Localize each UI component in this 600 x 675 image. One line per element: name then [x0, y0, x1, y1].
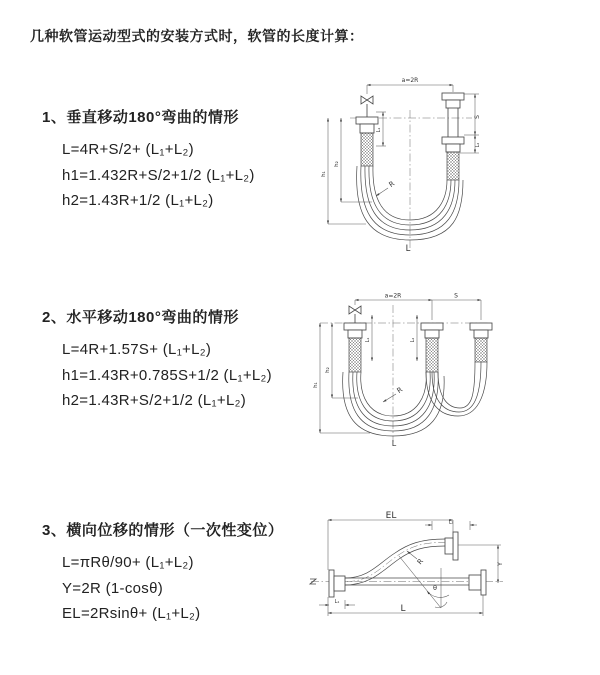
radius-label: R	[395, 385, 405, 396]
hose-arc	[361, 372, 426, 416]
hose-centerline	[347, 542, 445, 581]
dim-a2r-label: a=2R	[401, 77, 419, 84]
section-3-heading: 3、横向位移的情形（一次性变位）	[42, 522, 284, 539]
hose-curve	[345, 539, 445, 578]
left-hub	[348, 330, 362, 338]
diagram-vertical-180-bend	[310, 72, 500, 257]
section-3-formulas	[62, 550, 283, 627]
hose-arc	[343, 372, 445, 436]
dim-s-label: S	[474, 115, 481, 119]
valve-icon	[361, 96, 373, 104]
dim-l1-label: L₁	[365, 337, 371, 343]
dim-l2-label: L₂	[448, 519, 454, 526]
radius-arrow	[383, 394, 396, 402]
length-label: L	[391, 439, 397, 448]
section-1-formulas	[62, 137, 255, 214]
left-flange-hub	[334, 576, 345, 591]
top-flange-hub	[445, 538, 453, 554]
right-hub-top	[446, 100, 460, 108]
right-flange-hub	[469, 575, 481, 590]
formula-el: EL=2Rsinθ+ (L₁+L₂)	[62, 605, 201, 622]
formula-l: L=πRθ/90+ (L₁+L₂)	[62, 554, 194, 571]
left-hub	[360, 124, 374, 133]
middle-flange	[421, 323, 443, 330]
dim-s-label: S	[454, 292, 458, 300]
angle-label: θ	[433, 584, 437, 592]
formula-h1: h1=1.432R+S/2+1/2 (L₁+L₂)	[62, 166, 255, 184]
radius-arrow	[407, 551, 417, 559]
section-2-heading: 2、水平移动180°弯曲的情形	[42, 309, 239, 326]
formula-y: Y=2R (1-cosθ)	[62, 579, 164, 597]
radius-arrow	[376, 188, 388, 196]
left-flange	[344, 323, 366, 330]
right-hub	[474, 330, 488, 338]
right-hub-mid	[446, 144, 460, 152]
dim-l2-label: L₂	[475, 142, 481, 148]
right-flange-mid	[442, 137, 464, 144]
left-flange	[356, 117, 378, 124]
page-title: 几种软管运动型式的安装方式时，软管的长度计算：	[30, 28, 364, 44]
formula-l: L=4R+1.57S+ (L₁+L₂)	[62, 341, 212, 358]
right-braid	[447, 152, 459, 180]
top-flange-plate	[453, 532, 458, 560]
hose-arc	[349, 372, 438, 431]
right-braid	[475, 338, 487, 362]
length-label: L	[400, 604, 406, 614]
valve-icon	[349, 306, 361, 314]
section-2	[42, 306, 272, 414]
section-1	[42, 106, 255, 214]
angle-arc	[427, 591, 449, 597]
section-2-formulas	[62, 337, 272, 414]
hose-arc	[357, 372, 430, 421]
right-flange-top	[442, 93, 464, 100]
dim-a2r-label: a=2R	[384, 292, 402, 300]
radius-label: R	[387, 179, 397, 190]
formula-h1: h1=1.43R+0.785S+1/2 (L₁+L₂)	[62, 366, 272, 384]
hose-arc-moved	[438, 362, 475, 408]
dim-l2-label: L₂	[410, 337, 416, 343]
middle-hub	[425, 330, 439, 338]
section-1-heading: 1、垂直移动180°弯曲的情形	[42, 109, 239, 126]
dim-h2-label: h₂	[334, 161, 340, 167]
right-flange	[470, 323, 492, 330]
formula-l: L=4R+S/2+ (L₁+L₂)	[62, 141, 194, 158]
hose-curve	[345, 546, 445, 585]
dim-h1-label: h₁	[313, 382, 319, 388]
diagram-lateral-displacement	[303, 510, 508, 628]
dim-el-label: EL	[385, 511, 397, 521]
right-flange-plate	[481, 570, 486, 595]
dim-h1-label: h₁	[321, 171, 327, 177]
section-3	[42, 519, 283, 627]
left-braid	[361, 133, 373, 166]
radius-label: R	[415, 557, 426, 567]
left-braid	[349, 338, 361, 372]
left-flange-plate	[329, 570, 334, 597]
formula-h2: h2=1.43R+1/2 (L₁+L₂)	[62, 192, 214, 209]
dim-y-label: Y	[496, 562, 504, 566]
length-label: L	[405, 244, 411, 254]
dim-l1-label: L₁	[376, 127, 382, 133]
formula-h2: h2=1.43R+S/2+1/2 (L₁+L₂)	[62, 392, 247, 409]
dim-l1-label: L₁	[334, 599, 340, 605]
middle-braid	[426, 338, 438, 372]
diagram-horizontal-180-bend	[310, 290, 500, 452]
dim-h2-label: h₂	[325, 367, 331, 373]
